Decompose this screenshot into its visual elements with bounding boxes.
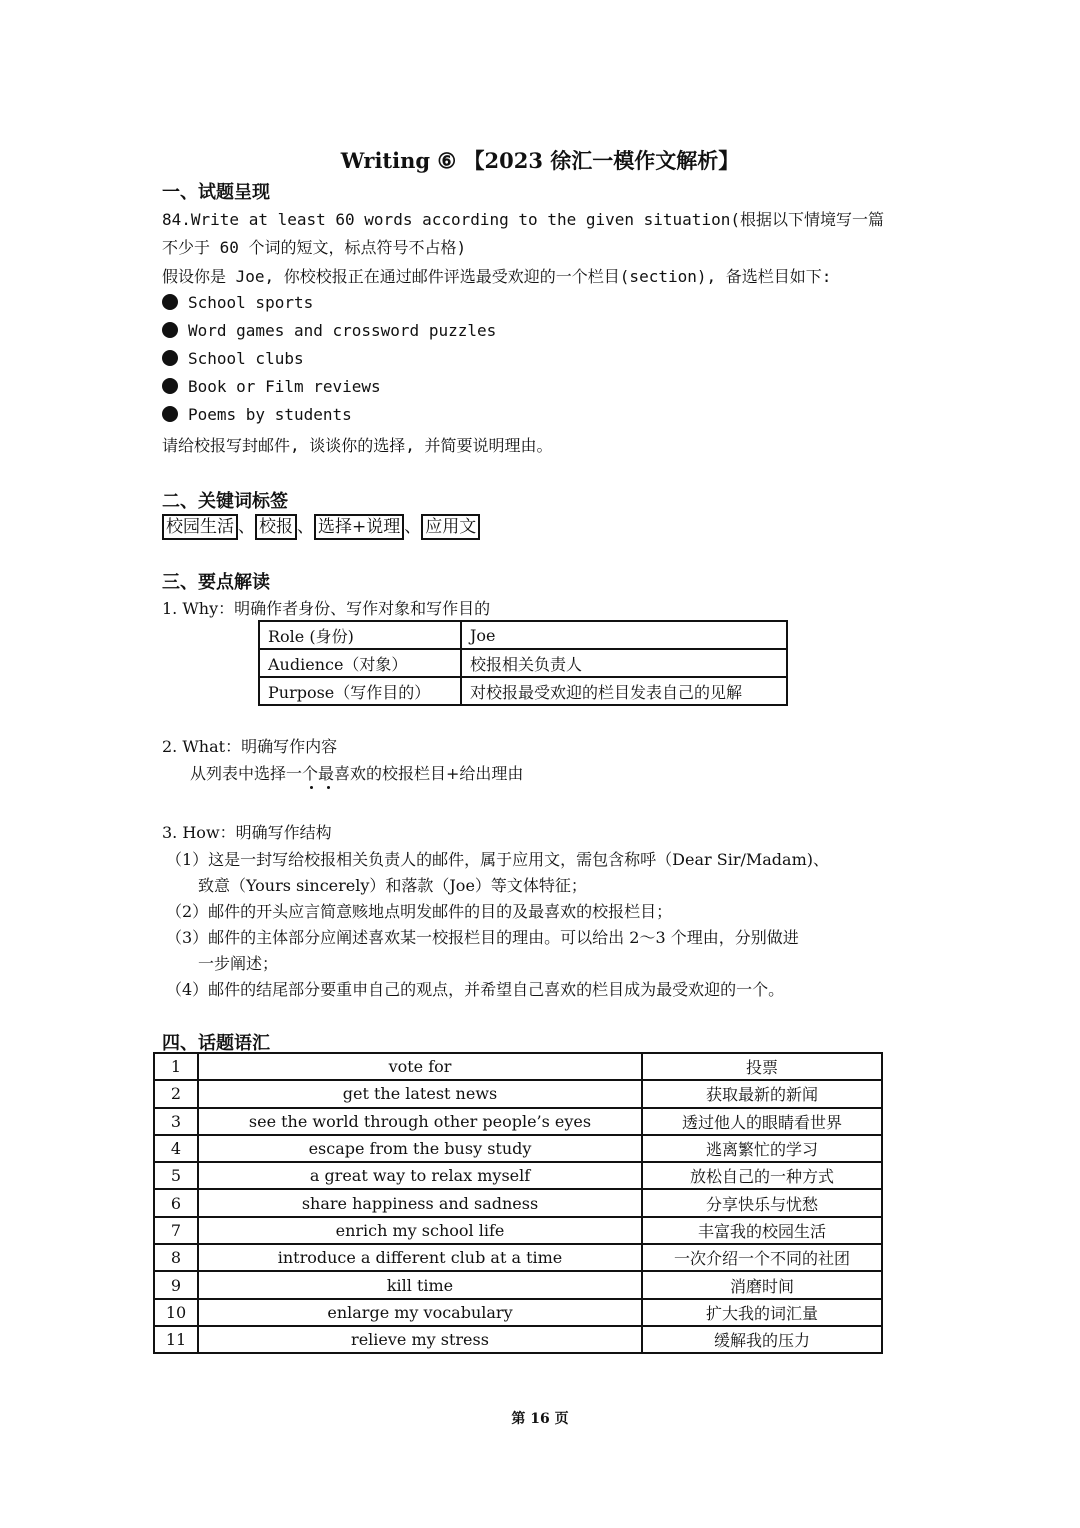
vocab-chinese: 放松自己的一种方式 xyxy=(642,1162,882,1189)
table-cell: Audience（对象） xyxy=(259,649,461,677)
vocab-english: get the latest news xyxy=(198,1080,642,1107)
keyword-tags: 校园生活 、 校报 、 选择+说理 、 应用文 xyxy=(162,512,480,540)
how-line: （2）邮件的开头应言简意赅地点明发邮件的目的及最喜欢的校报栏目； xyxy=(166,902,673,921)
table-row xyxy=(154,1189,882,1216)
why-title: 1. Why：明确作者身份、写作对象和写作目的 xyxy=(162,599,491,618)
table-row xyxy=(154,1299,882,1326)
vocab-number: 10 xyxy=(154,1299,198,1326)
vocab-english: a great way to relax myself xyxy=(198,1162,642,1189)
vocab-english: kill time xyxy=(198,1271,642,1298)
vocab-english: vote for xyxy=(198,1053,642,1080)
vocab-chinese: 透过他人的眼睛看世界 xyxy=(642,1108,882,1135)
task-line-1: 84.Write at least 60 words according to the given situation(根据以下情境写一篇 xyxy=(162,210,884,229)
bullet-icon xyxy=(162,406,178,422)
bullet-icon xyxy=(162,322,178,338)
vocab-number: 2 xyxy=(154,1080,198,1107)
bullet-icon xyxy=(162,350,178,366)
table-row xyxy=(154,1053,882,1080)
table-row xyxy=(154,1271,882,1298)
vocab-chinese: 投票 xyxy=(642,1053,882,1080)
option-item: Word games and crossword puzzles xyxy=(162,321,496,340)
section-heading-3: 三、要点解读 xyxy=(162,572,270,593)
emphasis-dot xyxy=(310,786,313,789)
vocab-table xyxy=(153,1052,883,1354)
task-line-2: 不少于 60 个词的短文，标点符号不占格) xyxy=(162,238,467,257)
table-row xyxy=(154,1244,882,1271)
option-item: Poems by students xyxy=(162,405,352,424)
section-heading-1: 一、试题呈现 xyxy=(162,182,270,203)
table-row xyxy=(154,1108,882,1135)
vocab-english: escape from the busy study xyxy=(198,1135,642,1162)
table-row xyxy=(154,1135,882,1162)
table-cell: Purpose（写作目的） xyxy=(259,677,461,705)
vocab-chinese: 一次介绍一个不同的社团 xyxy=(642,1244,882,1271)
page-title: Writing ⑥ 【2023 徐汇一模作文解析】 xyxy=(340,148,740,173)
vocab-english: see the world through other people’s eyes xyxy=(198,1108,642,1135)
vocab-number: 6 xyxy=(154,1189,198,1216)
vocab-chinese: 丰富我的校园生活 xyxy=(642,1217,882,1244)
emphasis-dot xyxy=(327,786,330,789)
table-row xyxy=(154,1162,882,1189)
table-row xyxy=(259,677,787,705)
option-item: Book or Film reviews xyxy=(162,377,381,396)
vocab-chinese: 获取最新的新闻 xyxy=(642,1080,882,1107)
table-cell: Joe xyxy=(461,621,787,649)
keyword-tag: 应用文 xyxy=(421,514,480,540)
table-row xyxy=(154,1080,882,1107)
vocab-chinese: 逃离繁忙的学习 xyxy=(642,1135,882,1162)
table-row xyxy=(259,621,787,649)
vocab-number: 11 xyxy=(154,1326,198,1353)
vocab-number: 5 xyxy=(154,1162,198,1189)
keyword-tag: 校园生活 xyxy=(162,514,238,540)
vocab-english: enrich my school life xyxy=(198,1217,642,1244)
bullet-icon xyxy=(162,378,178,394)
vocab-number: 3 xyxy=(154,1108,198,1135)
how-title: 3. How：明确写作结构 xyxy=(162,823,332,842)
vocab-number: 9 xyxy=(154,1271,198,1298)
vocab-number: 7 xyxy=(154,1217,198,1244)
section-heading-2: 二、关键词标签 xyxy=(162,491,288,512)
vocab-number: 1 xyxy=(154,1053,198,1080)
vocab-chinese: 消磨时间 xyxy=(642,1271,882,1298)
vocab-english: share happiness and sadness xyxy=(198,1189,642,1216)
how-line: （4）邮件的结尾部分要重申自己的观点，并希望自己喜欢的栏目成为最受欢迎的一个。 xyxy=(166,980,785,999)
how-line: （1）这是一封写给校报相关负责人的邮件，属于应用文，需包含称呼（Dear Sir/Madam)、 xyxy=(166,850,829,869)
option-item: School clubs xyxy=(162,349,304,368)
vocab-english: enlarge my vocabulary xyxy=(198,1299,642,1326)
vocab-number: 8 xyxy=(154,1244,198,1271)
instruction-text: 请给校报写封邮件, 谈谈你的选择, 并简要说明理由。 xyxy=(162,436,553,455)
vocab-number: 4 xyxy=(154,1135,198,1162)
situation-text: 假设你是 Joe, 你校校报正在通过邮件评选最受欢迎的一个栏目(section), 备选栏目如下: xyxy=(162,267,832,286)
bullet-icon xyxy=(162,294,178,310)
option-item: School sports xyxy=(162,293,313,312)
what-body: 从列表中选择一个最喜欢的校报栏目+给出理由 xyxy=(190,764,524,783)
table-cell: 校报相关负责人 xyxy=(461,649,787,677)
why-table xyxy=(258,620,788,706)
how-line: 一步阐述； xyxy=(198,954,279,973)
vocab-chinese: 分享快乐与忧愁 xyxy=(642,1189,882,1216)
keyword-tag: 选择+说理 xyxy=(314,514,404,540)
vocab-chinese: 缓解我的压力 xyxy=(642,1326,882,1353)
keyword-tag: 校报 xyxy=(255,514,297,540)
table-cell: 对校报最受欢迎的栏目发表自己的见解 xyxy=(461,677,787,705)
table-row xyxy=(154,1217,882,1244)
vocab-english: relieve my stress xyxy=(198,1326,642,1353)
page-number: 第 16 页 xyxy=(511,1411,569,1427)
what-title: 2. What：明确写作内容 xyxy=(162,737,338,756)
vocab-english: introduce a different club at a time xyxy=(198,1244,642,1271)
how-line: 致意（Yours sincerely）和落款（Joe）等文体特征； xyxy=(198,876,587,895)
table-row xyxy=(259,649,787,677)
table-cell: Role (身份) xyxy=(259,621,461,649)
vocab-chinese: 扩大我的词汇量 xyxy=(642,1299,882,1326)
table-row xyxy=(154,1326,882,1353)
section-heading-4: 四、话题语汇 xyxy=(162,1033,270,1054)
how-line: （3）邮件的主体部分应阐述喜欢某一校报栏目的理由。可以给出 2～3 个理由，分别做进 xyxy=(166,928,799,947)
